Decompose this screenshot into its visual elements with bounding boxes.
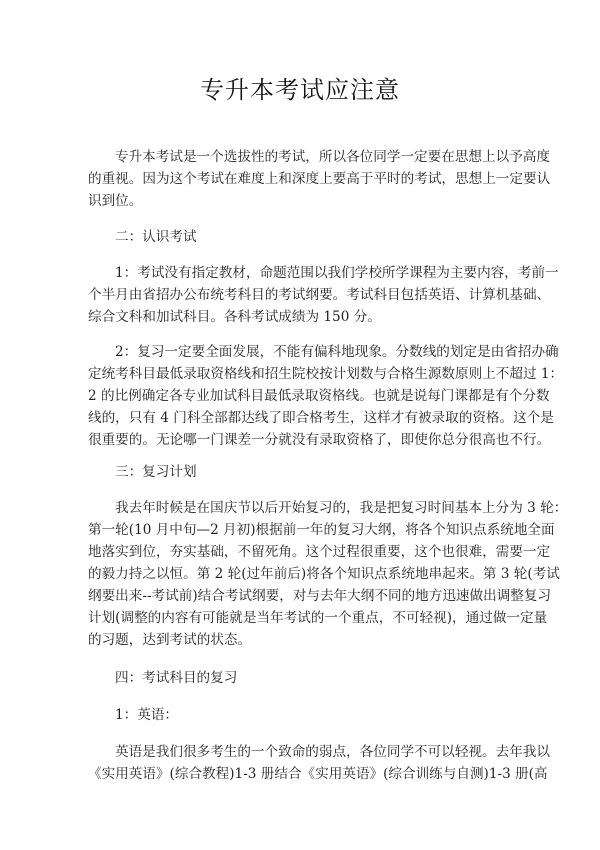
text-line: 第一轮(10 月中旬—2 月初)根据前一年的复习大纲，将各个知识点系统地全面	[88, 522, 555, 538]
section-heading-review-plan: 三：复习计划	[115, 464, 197, 480]
page-title: 专升本考试应注意	[200, 76, 400, 104]
text-line: 计划(调整的内容有可能就是当年考试的一个重点，不可轻视)，通过做一定量	[88, 610, 548, 626]
english-paragraph	[88, 741, 550, 785]
text-line: 专升本考试是一个选拔性的考试，所以各位同学一定要在思想上以予高度	[115, 149, 550, 165]
point2-paragraph	[88, 341, 564, 451]
text-line: 识到位。	[88, 193, 143, 209]
text-line: 的习题，达到考试的状态。	[88, 632, 252, 648]
text-line: 2 的比例确定各专业加试科目最低录取资格线。也就是说每门课都是有个分数	[88, 388, 550, 404]
text-line: 《实用英语》(综合教程)1-3 册结合《实用英语》(综合训练与自测)1-3 册(高	[88, 766, 548, 782]
text-line: 纲要出来--考试前)结合考试纲要，对与去年大纲不同的地方迅速做出调整复习	[88, 588, 552, 604]
text-line: 定统考科目最低录取资格线和招生院校按计划数与合格生源数原则上不超过 1：	[88, 366, 564, 382]
text-line: 综合文科和加试科目。各科考试成绩为 150 分。	[88, 309, 381, 325]
text-line: 的重视。因为这个考试在难度上和深度上要高于平时的考试，思想上一定要认	[88, 171, 551, 187]
text-line: 线的，只有 4 门科全部都达线了即合格考生，这样才有被录取的资格。这个是	[88, 410, 554, 426]
section-heading-understand-exam: 二：认识考试	[115, 229, 197, 245]
intro-paragraph	[88, 146, 551, 212]
point1-paragraph	[88, 262, 559, 328]
text-line: 1：考试没有指定教材，命题范围以我们学校所学课程为主要内容，考前一	[115, 265, 559, 281]
text-line: 我去年时候是在国庆节以后开始复习的，我是把复习时间基本上分为 3 轮：	[115, 500, 568, 516]
section-heading-subject-review: 四：考试科目的复习	[115, 670, 238, 686]
text-line: 地落实到位，夯实基础，不留死角。这个过程很重要，这个也很难，需要一定	[88, 544, 551, 560]
text-line: 英语是我们很多考生的一个致命的弱点，各位同学不可以轻视。去年我以	[115, 744, 550, 760]
text-line: 的毅力持之以恒。第 2 轮(过年前后)将各个知识点系统地串起来。第 3 轮(考试	[88, 566, 560, 582]
text-line: 2：复习一定要全面发展，不能有偏科地现象。分数线的划定是由省招办确	[115, 344, 559, 360]
text-line: 个半月由省招办公布统考科目的考试纲要。考试科目包括英语、计算机基础、	[88, 287, 551, 303]
plan-paragraph	[88, 497, 568, 651]
text-line: 很重要的。无论哪一门课差一分就没有录取资格了，即使你总分很高也不行。	[88, 432, 551, 448]
subsection-heading-english: 1：英语：	[115, 707, 179, 723]
